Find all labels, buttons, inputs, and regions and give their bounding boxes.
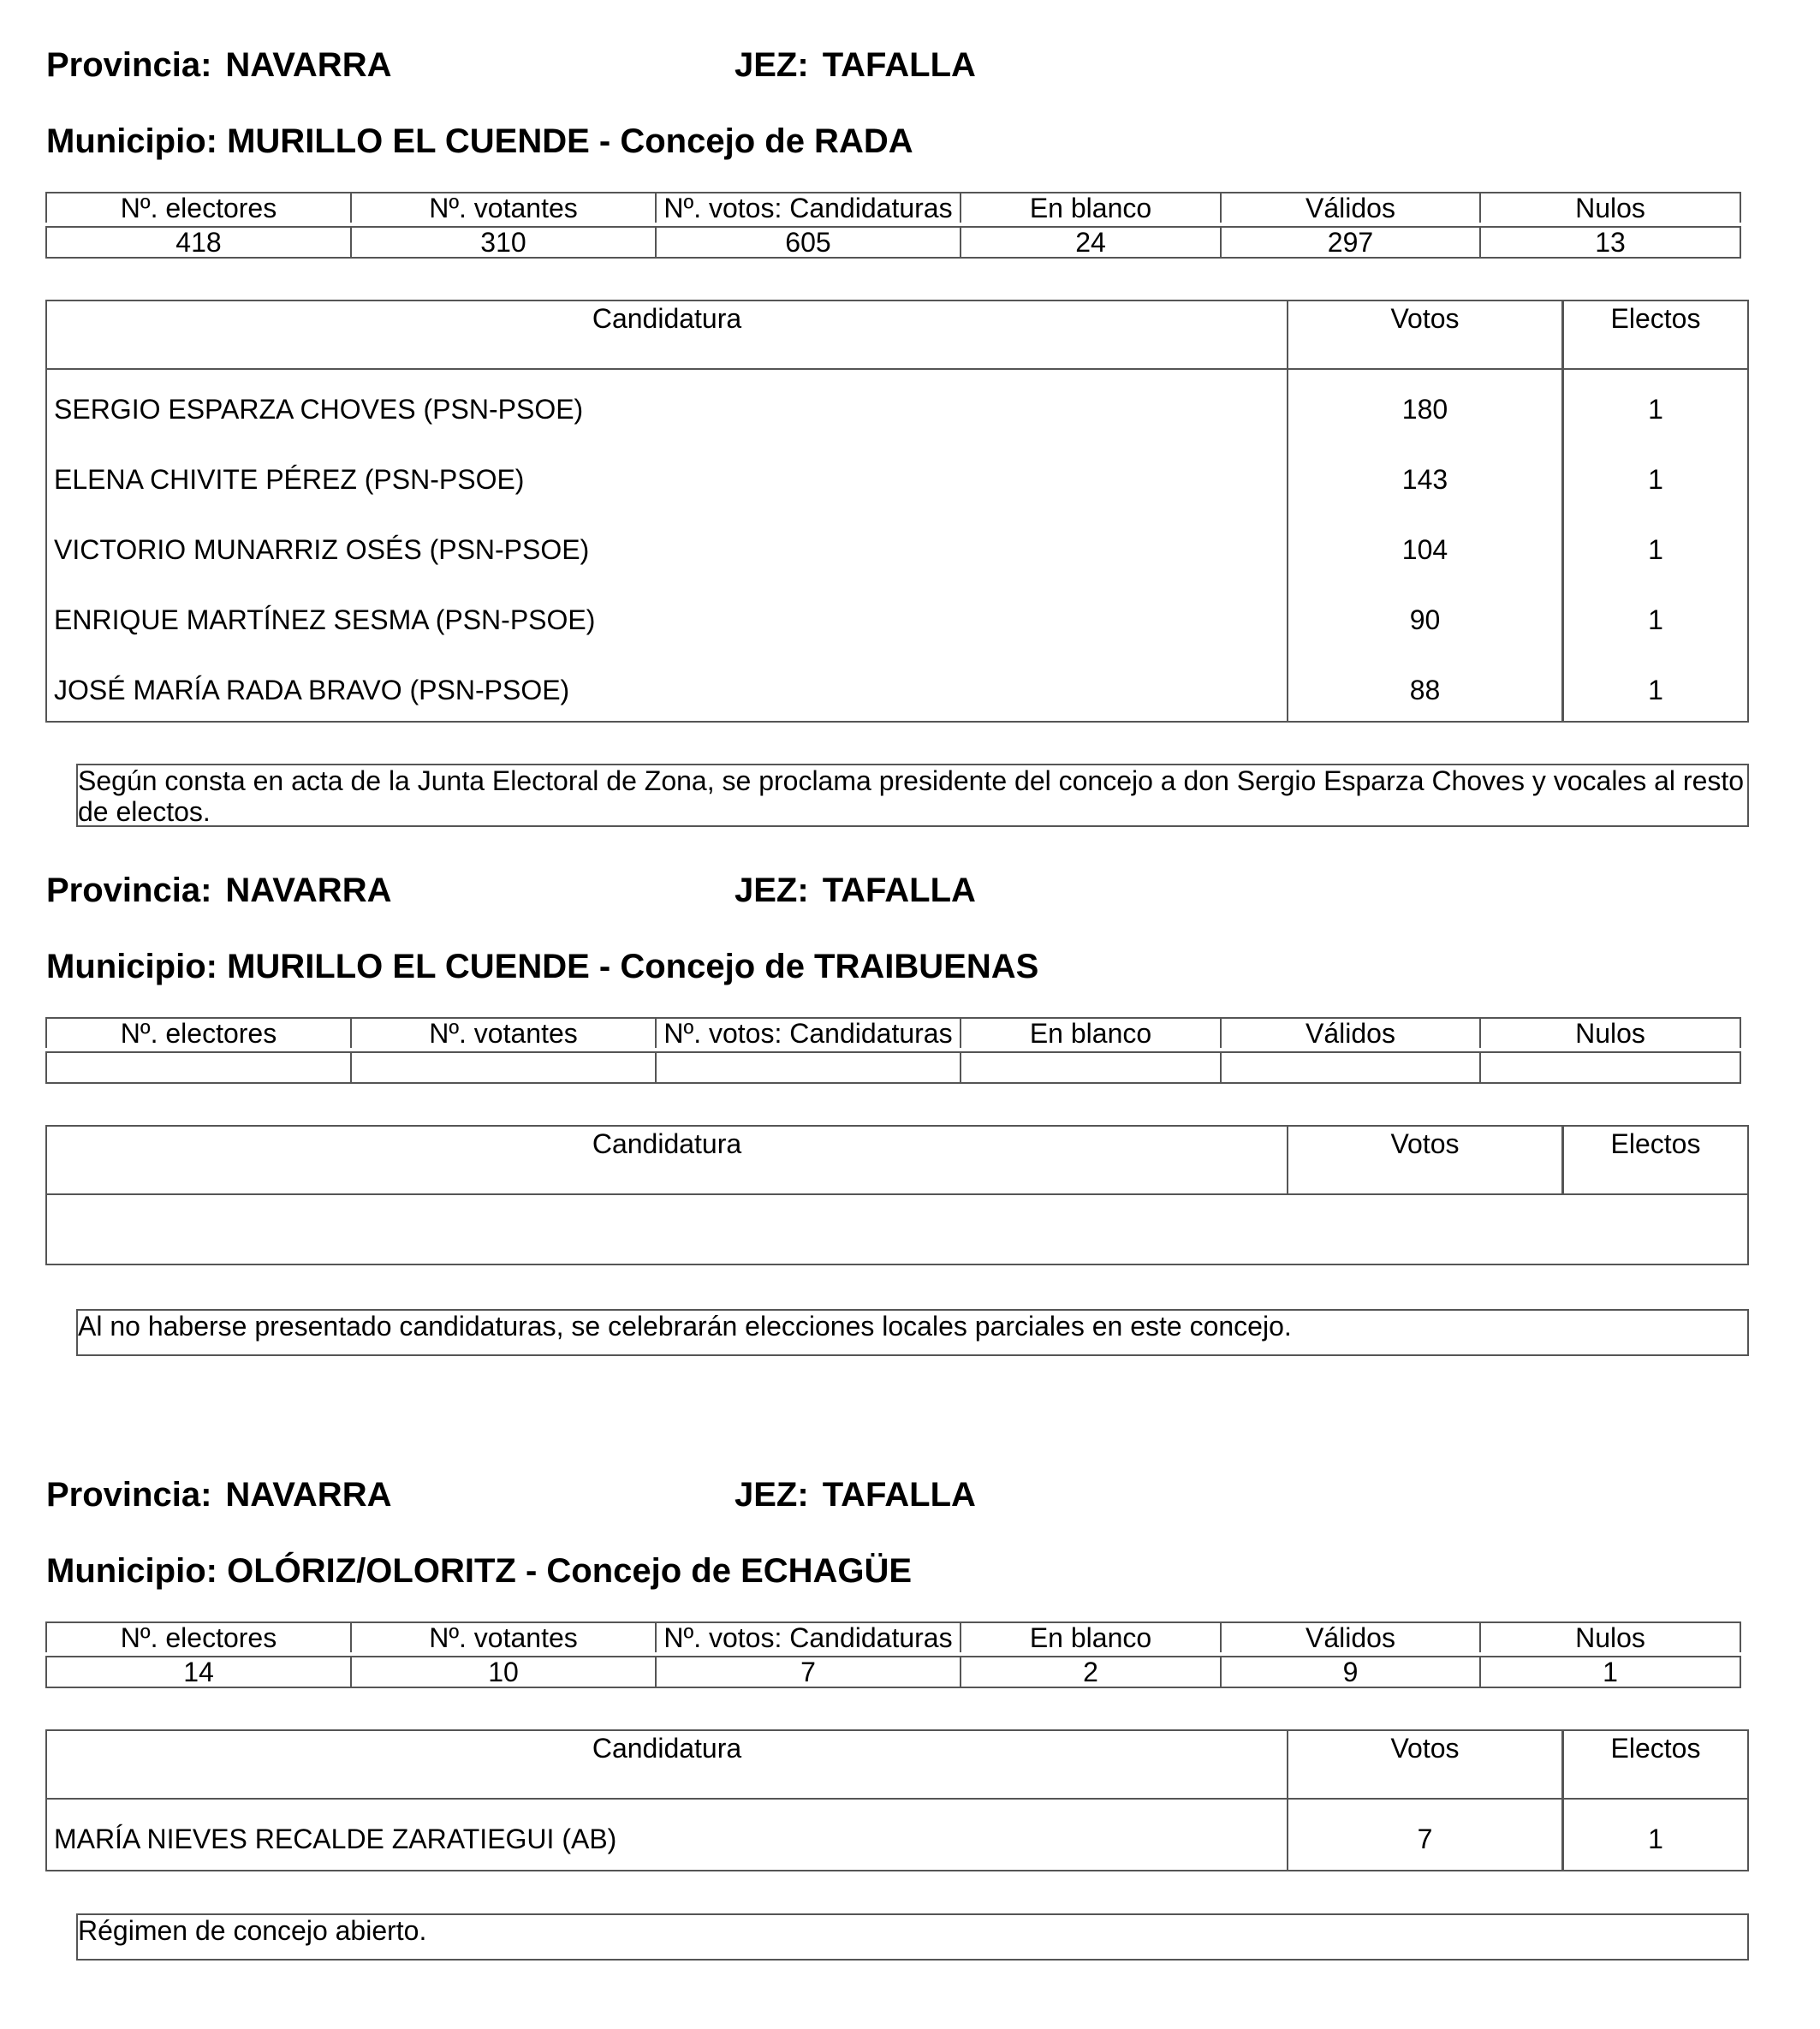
table-row <box>47 651 1747 721</box>
electos-header: Electos <box>1610 303 1701 334</box>
stat-value-electores: 418 <box>46 227 351 258</box>
stat-header-en-blanco: En blanco <box>961 1018 1221 1048</box>
provincia-label: Provincia: <box>46 872 212 909</box>
electos-header: Electos <box>1610 1128 1701 1159</box>
stat-header-validos: Válidos <box>1221 1622 1480 1652</box>
stat-value-en-blanco: 2 <box>961 1657 1221 1687</box>
stat-value-votos-candidaturas <box>656 1052 961 1083</box>
table-row <box>47 580 1747 651</box>
municipio-label: Municipio: <box>46 122 217 160</box>
stat-header-votantes: Nº. votantes <box>351 1018 656 1048</box>
stat-header-votos-candidaturas: Nº. votos: Candidaturas <box>656 1622 961 1652</box>
stat-value-votantes: 10 <box>351 1657 656 1687</box>
candidate-name: MARÍA NIEVES RECALDE ZARATIEGUI (AB) <box>47 1800 1288 1870</box>
stat-header-electores: Nº. electores <box>46 193 351 223</box>
table-row <box>47 510 1747 580</box>
municipio-label: Municipio: <box>46 1552 217 1590</box>
jez-value: TAFALLA <box>822 1476 976 1514</box>
jez-value: TAFALLA <box>822 46 976 84</box>
provincia-line <box>46 1478 391 1512</box>
candidate-electos: 1 <box>1648 533 1663 565</box>
stat-value-votos-candidaturas: 7 <box>656 1657 961 1687</box>
stats-table <box>45 1017 1741 1084</box>
stat-header-votos-candidaturas: Nº. votos: Candidaturas <box>656 1018 961 1048</box>
stat-header-nulos: Nulos <box>1480 193 1740 223</box>
stat-header-electores: Nº. electores <box>46 1018 351 1048</box>
municipio-line <box>46 124 913 158</box>
stat-value-electores <box>46 1052 351 1083</box>
candidates-table <box>45 1729 1749 1871</box>
stat-header-nulos: Nulos <box>1480 1622 1740 1652</box>
jez-line <box>735 1478 976 1512</box>
proclamation-note: Según consta en acta de la Junta Electoral de Zona, se proclama presidente del concejo a don Sergio Esparza Choves y vocales al resto de electos. <box>76 764 1749 827</box>
candidatura-header: Candidatura <box>47 1127 1288 1193</box>
candidate-name: VICTORIO MUNARRIZ OSÉS (PSN-PSOE) <box>47 510 1288 580</box>
provincia-line <box>46 48 391 82</box>
candidate-votos: 180 <box>1288 370 1564 440</box>
table-row <box>47 1800 1747 1870</box>
stat-value-validos: 9 <box>1221 1657 1480 1687</box>
table-row <box>47 370 1747 440</box>
stat-value-en-blanco <box>961 1052 1221 1083</box>
stat-header-electores: Nº. electores <box>46 1622 351 1652</box>
stat-header-nulos: Nulos <box>1480 1018 1740 1048</box>
empty-candidates-body <box>47 1195 1747 1264</box>
provincia-value: NAVARRA <box>225 1476 392 1514</box>
concejo-section-rada <box>0 0 1820 827</box>
votos-header: Votos <box>1288 301 1564 368</box>
stat-value-nulos: 13 <box>1480 227 1740 258</box>
candidates-table <box>45 1125 1749 1265</box>
candidate-name: ENRIQUE MARTÍNEZ SESMA (PSN-PSOE) <box>47 580 1288 651</box>
votos-header: Votos <box>1288 1127 1564 1193</box>
concejo-section-echague <box>0 1430 1820 2029</box>
votos-header: Votos <box>1288 1731 1564 1798</box>
candidate-votos: 90 <box>1288 580 1564 651</box>
provincia-value: NAVARRA <box>225 872 392 909</box>
municipio-line <box>46 949 1038 984</box>
stat-value-votantes: 310 <box>351 227 656 258</box>
candidatura-header: Candidatura <box>47 1731 1288 1798</box>
open-council-note: Régimen de concejo abierto. <box>76 1913 1749 1961</box>
municipio-value: MURILLO EL CUENDE - Concejo de TRAIBUENAS <box>227 948 1039 985</box>
provincia-label: Provincia: <box>46 1476 212 1514</box>
jez-line <box>735 873 976 907</box>
provincia-label: Provincia: <box>46 46 212 84</box>
concejo-section-traibuenas <box>0 825 1820 1425</box>
stats-table <box>45 192 1741 259</box>
stat-header-votos-candidaturas: Nº. votos: Candidaturas <box>656 193 961 223</box>
jez-label: JEZ: <box>735 872 809 909</box>
candidate-votos: 88 <box>1288 651 1564 721</box>
stat-value-nulos <box>1480 1052 1740 1083</box>
candidate-votos: 143 <box>1288 440 1564 510</box>
stat-header-en-blanco: En blanco <box>961 1622 1221 1652</box>
stat-header-validos: Válidos <box>1221 1018 1480 1048</box>
electos-header: Electos <box>1610 1733 1701 1764</box>
table-row <box>47 440 1747 510</box>
municipio-value: MURILLO EL CUENDE - Concejo de RADA <box>227 122 913 160</box>
jez-label: JEZ: <box>735 46 809 84</box>
municipio-line <box>46 1554 912 1588</box>
stat-header-votantes: Nº. votantes <box>351 1622 656 1652</box>
stat-value-en-blanco: 24 <box>961 227 1221 258</box>
candidate-name: SERGIO ESPARZA CHOVES (PSN-PSOE) <box>47 370 1288 440</box>
municipio-label: Municipio: <box>46 948 217 985</box>
stats-table <box>45 1621 1741 1688</box>
candidate-electos: 1 <box>1648 463 1663 495</box>
candidatura-header: Candidatura <box>47 301 1288 368</box>
stat-value-votos-candidaturas: 605 <box>656 227 961 258</box>
stat-value-nulos: 1 <box>1480 1657 1740 1687</box>
stat-header-en-blanco: En blanco <box>961 193 1221 223</box>
stat-value-validos: 297 <box>1221 227 1480 258</box>
stat-value-electores: 14 <box>46 1657 351 1687</box>
candidate-votos: 7 <box>1288 1800 1564 1870</box>
partial-elections-note: Al no haberse presentado candidaturas, se celebrarán elecciones locales parciales en este concejo. <box>76 1309 1749 1356</box>
stat-value-validos <box>1221 1052 1480 1083</box>
candidate-electos: 1 <box>1648 1823 1663 1854</box>
stat-value-votantes <box>351 1052 656 1083</box>
jez-line <box>735 48 976 82</box>
jez-value: TAFALLA <box>822 872 976 909</box>
candidate-electos: 1 <box>1648 604 1663 635</box>
provincia-line <box>46 873 391 907</box>
candidates-table <box>45 300 1749 723</box>
municipio-value: OLÓRIZ/OLORITZ - Concejo de ECHAGÜE <box>227 1552 913 1590</box>
candidate-name: JOSÉ MARÍA RADA BRAVO (PSN-PSOE) <box>47 651 1288 721</box>
candidate-electos: 1 <box>1648 393 1663 425</box>
stat-header-validos: Válidos <box>1221 193 1480 223</box>
candidate-name: ELENA CHIVITE PÉREZ (PSN-PSOE) <box>47 440 1288 510</box>
candidate-votos: 104 <box>1288 510 1564 580</box>
jez-label: JEZ: <box>735 1476 809 1514</box>
stat-header-votantes: Nº. votantes <box>351 193 656 223</box>
provincia-value: NAVARRA <box>225 46 392 84</box>
candidate-electos: 1 <box>1648 674 1663 705</box>
